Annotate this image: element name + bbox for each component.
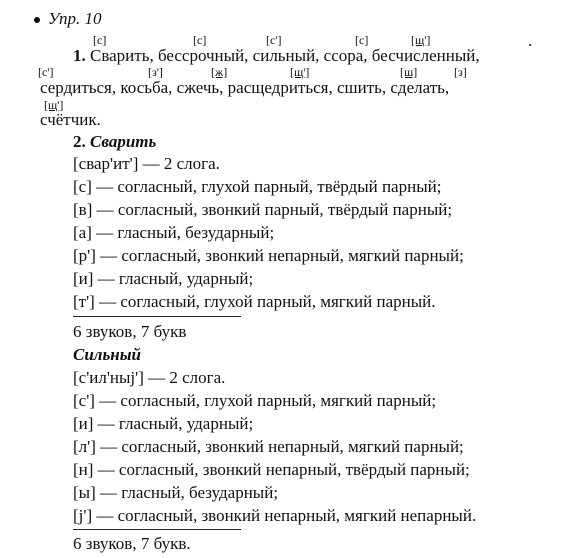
mark: [щ'] xyxy=(411,33,431,47)
task1-line2: сердиться, косьба, сжечь, расщедриться, сшить, сделать, xyxy=(40,78,450,97)
word2-transcription: [с'ил'ныj'] — 2 слога. xyxy=(73,368,226,387)
mark: [з] xyxy=(454,65,467,79)
word1-sound: [с] — согласный, глухой парный, твёрдый парный; xyxy=(73,177,442,196)
mark: [з'] xyxy=(148,65,163,79)
divider xyxy=(73,316,241,317)
mark: [с] xyxy=(355,33,369,47)
exercise-title: Упр. 10 xyxy=(48,9,102,28)
word1-sound: [р'] — согласный, звонкий непарный, мягкий парный; xyxy=(73,246,464,265)
word2-title: Сильный xyxy=(73,345,141,364)
mark: [ш] xyxy=(400,65,418,79)
word1-summary: 6 звуков, 7 букв xyxy=(73,322,187,341)
word2-sound: [и] — гласный, ударный; xyxy=(73,414,254,433)
mark: [щ'] xyxy=(290,65,310,79)
task1-line1 xyxy=(73,46,480,66)
task2-number: 2. xyxy=(73,132,86,151)
task1-number: 1. xyxy=(73,46,86,65)
mark: [ж] xyxy=(211,65,228,79)
word1-sound: [а] — гласный, безударный; xyxy=(73,223,275,242)
word2-sound: [ы] — гласный, безударный; xyxy=(73,483,279,502)
bullet-icon xyxy=(34,17,40,23)
word2-sound: [н] — согласный, звонкий непарный, твёрдый парный; xyxy=(73,460,470,479)
mark: [с'] xyxy=(266,33,282,47)
mark: [с] xyxy=(193,33,207,47)
mark: [с'] xyxy=(38,65,54,79)
word2-sound: [л'] — согласный, звонкий непарный, мягкий парный; xyxy=(73,437,464,456)
word1-sound: [и] — гласный, ударный; xyxy=(73,269,254,288)
mark: [с] xyxy=(93,33,107,47)
task1-line3: счётчик. xyxy=(40,110,101,129)
divider xyxy=(73,529,241,530)
word2-summary: 6 звуков, 7 букв. xyxy=(73,534,191,553)
word2-sound: [j'] — согласный, звонкий непарный, мягкий непарный. xyxy=(73,506,477,525)
word1-transcription: [свар'ит'] — 2 слога. xyxy=(73,154,220,173)
word1-title: Сварить xyxy=(90,132,157,151)
word1-sound: [в] — согласный, звонкий парный, твёрдый парный; xyxy=(73,200,453,219)
word1-sound: [т'] — согласный, глухой парный, мягкий парный. xyxy=(73,292,436,311)
mark: [щ'] xyxy=(44,98,64,112)
task1-words-1: Сварить, бессрочный, сильный, ссора, бесчисленный, xyxy=(90,46,480,65)
word2-sound: [с'] — согласный, глухой парный, мягкий парный; xyxy=(73,391,437,410)
task2-heading xyxy=(73,132,156,152)
stray-dot: . xyxy=(528,31,533,50)
